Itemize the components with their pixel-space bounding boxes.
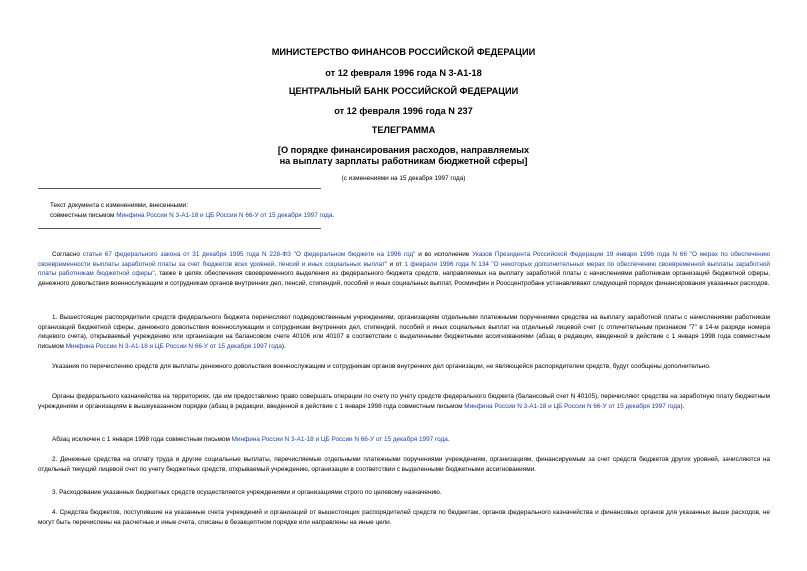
note-bottom-divider <box>38 228 321 229</box>
paragraph-5: 2. Денежные средства на оплату труда и другие социальные выплаты, перечисляемые отдельными платежными поручениями учреждениям, организациям, финансируемым за счет средств бюджетов других уровней, зачисляются на отдельный текущий лицевой счет по учету бюджетных средств, открываемый учреждению, организации в соответствии с выделенными бюджетными ассигнованиями. <box>38 456 770 473</box>
bank-name: ЦЕНТРАЛЬНЫЙ БАНК РОССИЙСКОЙ ФЕДЕРАЦИИ <box>288 86 519 96</box>
paragraph-7: 4. Средства бюджетов, поступившие на указанные счета учреждений и организаций от вышестоящих распорядителей средств по бюджетам, органов федерального казначейства и финансовых органов для указанных выше расходов, не могут быть перечислены на расчетные и иные счета, списаны в безакцептном порядке или направлены на иные цели. <box>38 509 770 526</box>
changes-note: (с изменениями на 15 декабря 1997 года) <box>341 175 466 182</box>
ministry-name: МИНИСТЕРСТВО ФИНАНСОВ РОССИЙСКОЙ ФЕДЕРАЦИИ <box>271 47 536 57</box>
amendments-note-line1: Текст документа с изменениями, внесенными: <box>50 202 188 209</box>
paragraph-2: Указания по перечислению средств для выплаты денежного довольствия военнослужащим и сотрудникам органов внутренних дел организации, не являющейся распорядителем средств, будут сообщены дополнительно. <box>52 363 711 370</box>
document-title-line2: на выплату зарплаты работникам бюджетной сферы] <box>279 156 528 166</box>
amendments-note <box>50 201 334 220</box>
paragraph-1: 1. Вышестоящие распорядители средств федерального бюджета перечисляют подведомственным учреждениям, организациям отдельными платежными поручениями средства на выплату заработной платы с начислениями работникам организаций бюджетной сферы, денежного довольствия военнослужащим и сотрудникам внутренних дел, стипендий, пособий и иных социальных выплат на отдельный лицевой счет (с отличительным признаком "7" в 14-м разряде номера лицевого счета), открываемый учреждению или организации на балансовом счете 40106 или 40107 в соответствии с выделенными бюджетными ассигнованиями (абзац в редакции, введенной в действие с 1 января 1998 года совместным письмом Минфина России N 3-А1-18 и ЦБ России N 66-У от 15 декабря 1997 года). <box>38 314 770 351</box>
paragraph-1-link[interactable]: Минфина России N 3-А1-18 и ЦБ России N 66-У от 15 декабря 1997 года <box>65 343 282 351</box>
presidential-decree-134-link[interactable]: 1 февраля 1996 года N 134 "О некоторых дополнительных мерах по обеспечению своевременной выплаты заработной платы работникам бюджетной сферы" <box>38 260 770 278</box>
intro-paragraph: Согласно статье 67 федерального закона от 31 декабря 1995 года N 228-ФЗ "О федеральном бюджете на 1996 год" и во исполнение Указов Президента Российской Федерации 19 января 1996 года N 66 "О мерах по обеспечению своевременности выплаты заработной платы за счет бюджетов всех уровней, пенсий и иных социальных выплат" и от 1 февраля 1996 года N 134 "О некоторых дополнительных мерах по обеспечению своевременной выплаты заработной платы работникам бюджетной сферы", также в целях обеспечения своевременного выделения из федерального бюджета средств, направляемых на выплату заработной платы с начислениями работникам организаций бюджетной сферы, денежного довольствия военнослужащим и сотрудникам органов внутренних дел, пенсий, стипендий, пособий и иных социальных выплат, Росминфин и Роосцентробанк устанавливают следующий порядок финансирования указанных расходов. <box>38 251 770 288</box>
document-title-line1: [О порядке финансирования расходов, направляемых <box>277 145 530 155</box>
amendment-link[interactable]: Минфина России N 3-А1-18 и ЦБ России N 66-У от 15 декабря 1997 года <box>116 211 333 219</box>
paragraph-6: 3. Расходование указанных бюджетных средств осуществляется учреждениями и организациями строго по целевому назначению. <box>52 489 442 496</box>
paragraph-3-link[interactable]: Минфина России N 3-А1-18 и ЦБ России N 66-У от 15 декабря 1997 года <box>464 402 681 410</box>
paragraph-4: Абзац исключен с 1 января 1998 года совместным письмом Минфина России N 3-А1-18 и ЦБ России N 66-У от 15 декабря 1997 года. <box>52 436 450 443</box>
paragraph-3: Органы федерального казначейства на территориях, где им предоставлено право совершать операции по счету по учету средств федерального бюджета (балансовый счет N 40105), перечисляют средства на заработную плату бюджетным учреждениям и организациям в вышеуказанном порядке (абзац в редакции, введенной в действие с 1 января 1998 года совместным письмом Минфина России N 3-А1-18 и ЦБ России N 66-У от 15 декабря 1997 года). <box>38 393 770 410</box>
ministry-date: от 12 февраля 1996 года N 3-А1-18 <box>325 68 482 78</box>
note-top-divider <box>38 188 321 189</box>
bank-date: от 12 февраля 1996 года N 237 <box>334 106 473 116</box>
paragraph-4-link[interactable]: Минфина России N 3-А1-18 и ЦБ России N 66-У от 15 декабря 1997 года <box>231 436 448 443</box>
presidential-decree-66-link[interactable]: Указов Президента Российской Федерации 19 января 1996 года N 66 "О мерах по обеспечению своевременности выплаты заработной платы за счет бюджетов всех уровней, пенсий и иных социальных выплат" <box>38 251 770 268</box>
federal-law-link[interactable]: статье 67 федерального закона от 31 декабря 1995 года N 228-ФЗ "О федеральном бюджете на 1996 год" <box>82 251 416 258</box>
amendments-note-line2: совместным письмом Минфина России N 3-А1-18 и ЦБ России N 66-У от 15 декабря 1997 года. <box>50 211 335 219</box>
document-type: ТЕЛЕГРАММА <box>371 125 436 135</box>
